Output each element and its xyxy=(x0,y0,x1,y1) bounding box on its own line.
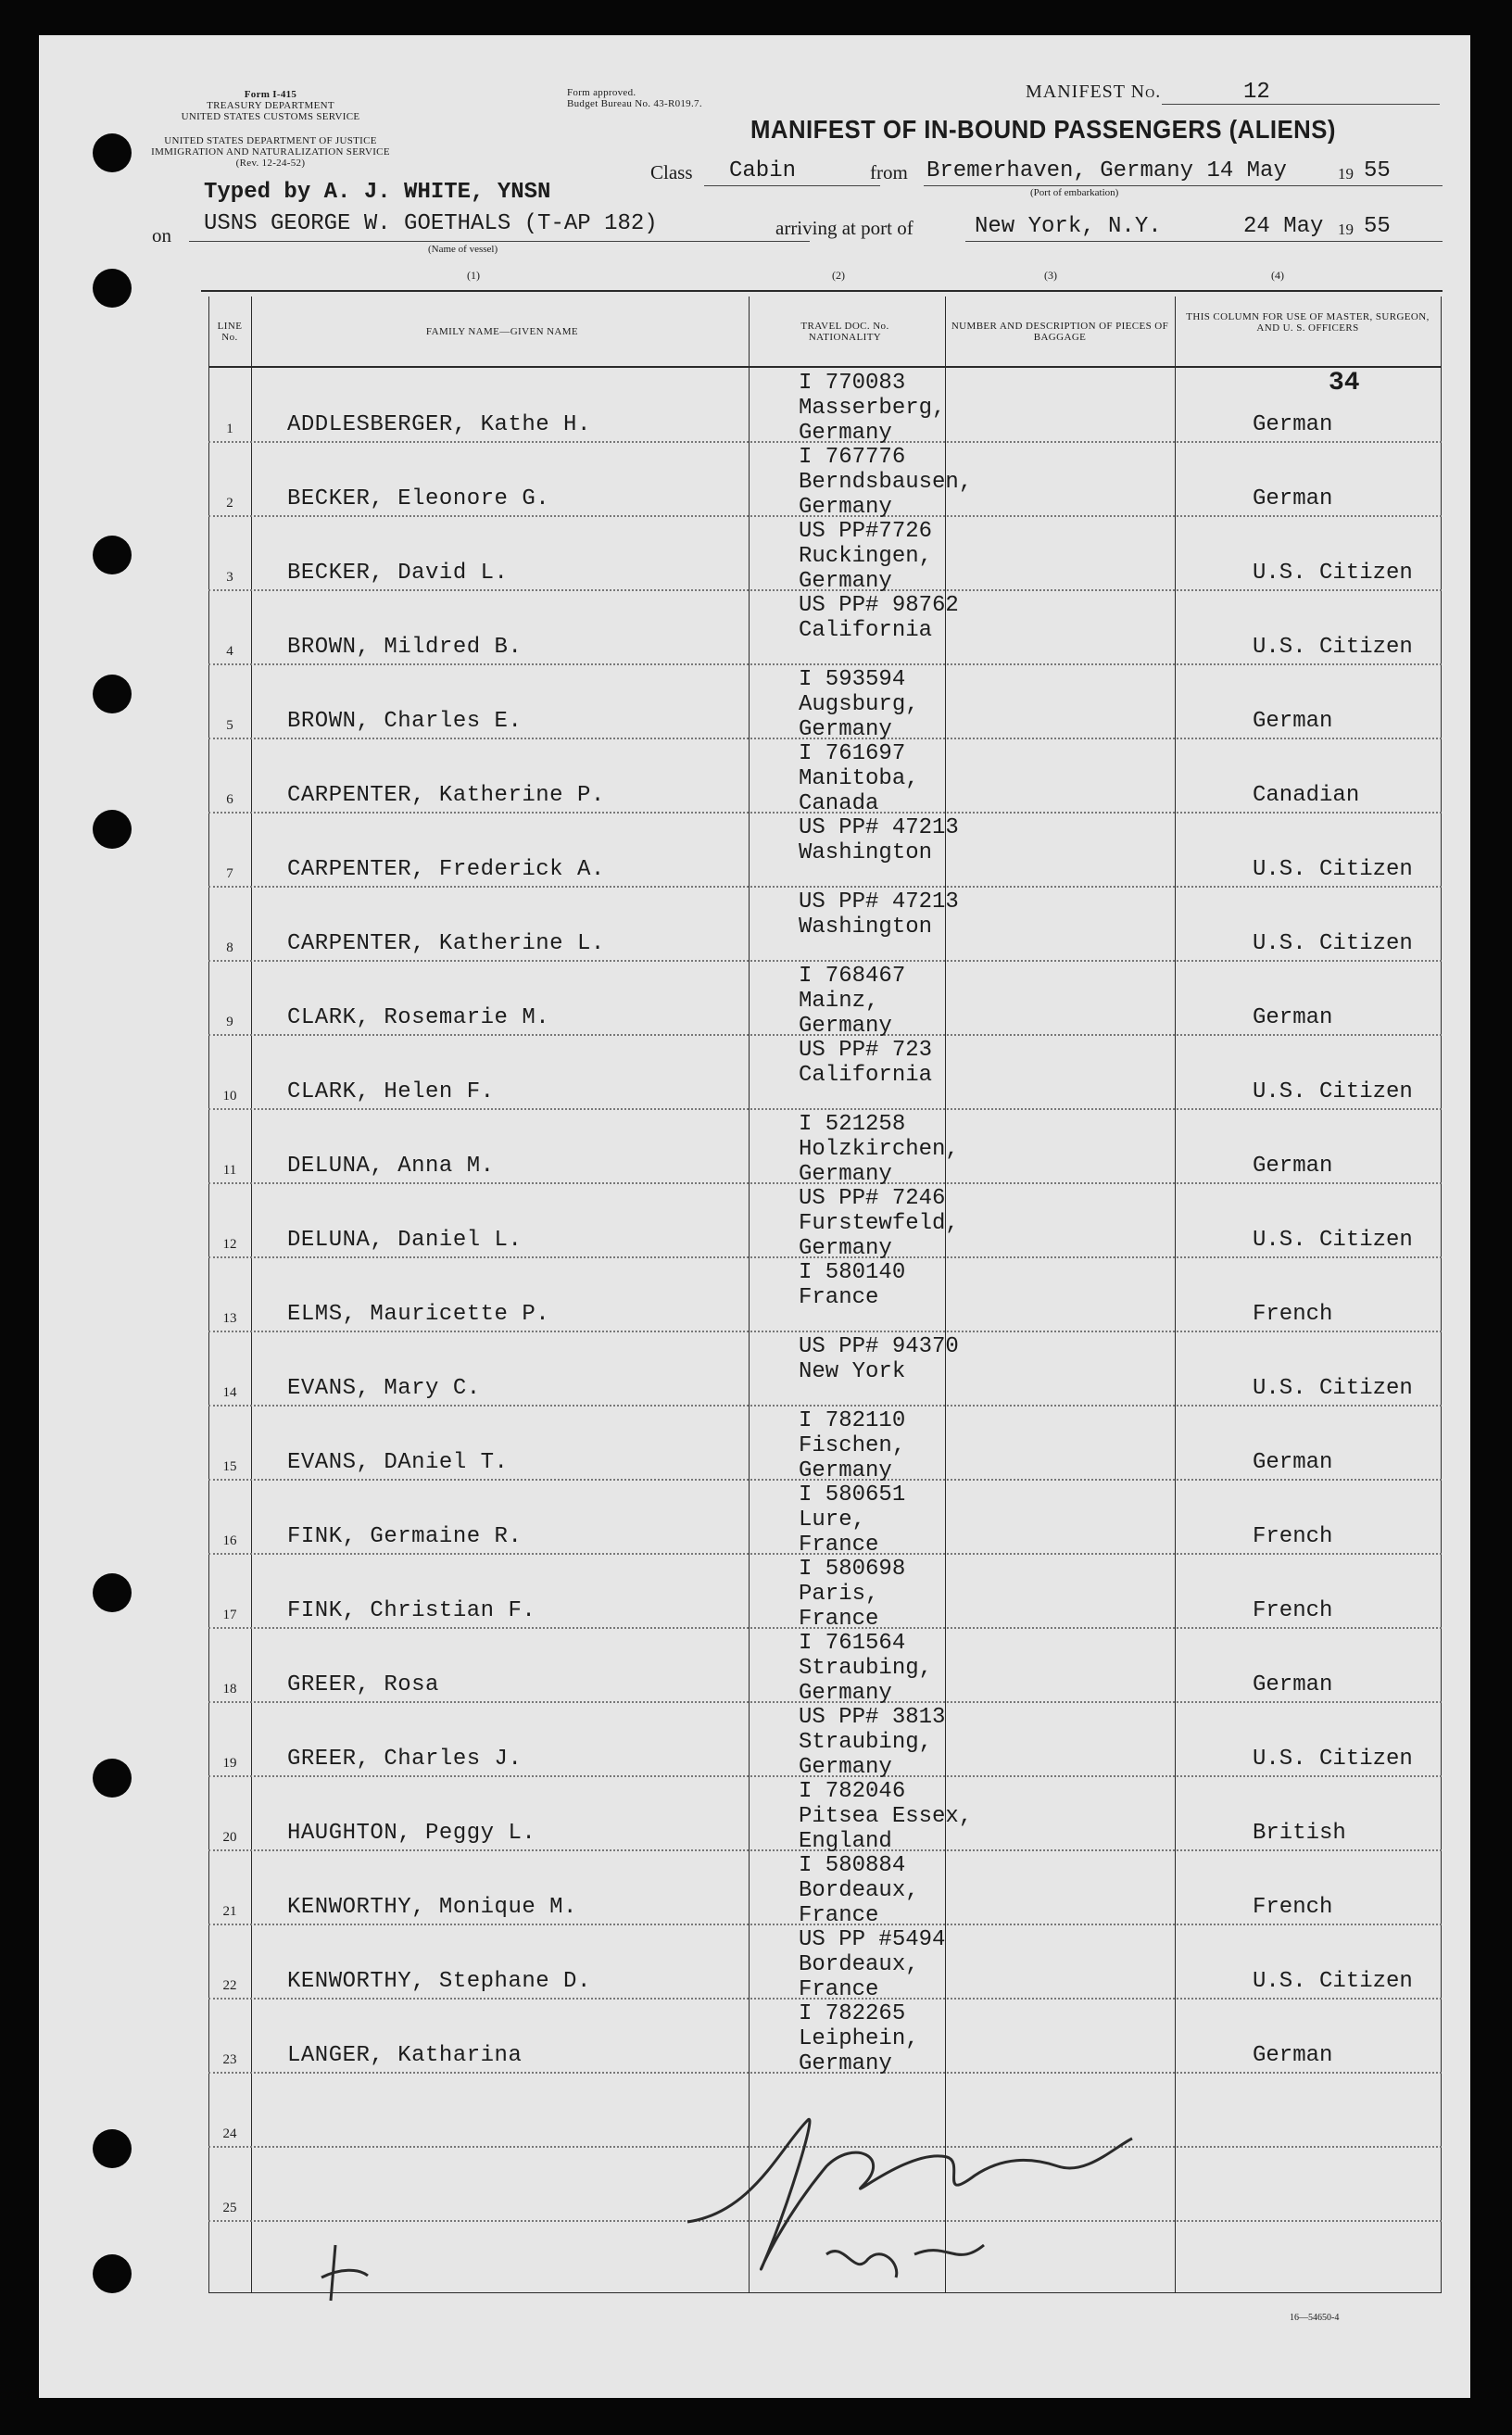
officer-nationality-note: U.S. Citizen xyxy=(1253,1969,1413,1994)
table-row xyxy=(208,1332,1442,1407)
line-number: 11 xyxy=(222,1163,237,1178)
form-approved: Form approved. xyxy=(567,87,636,98)
passenger-name: BECKER, Eleonore G. xyxy=(287,486,550,511)
from-year-prefix: 19 xyxy=(1338,165,1354,183)
officer-nationality-note: U.S. Citizen xyxy=(1253,1376,1413,1401)
travel-doc-nationality: I 580651 Lure, France xyxy=(799,1482,906,1558)
arrival-port: New York, N.Y. xyxy=(975,214,1162,239)
passenger-name: BROWN, Charles E. xyxy=(287,709,523,734)
table-row xyxy=(208,1777,1442,1854)
table-row xyxy=(208,814,1442,888)
header-officers: THIS COLUMN FOR USE OF MASTER, SURGEON, AND U. S. OFFICERS xyxy=(1186,311,1430,334)
vessel-underline xyxy=(189,241,810,242)
table-row xyxy=(208,369,1442,446)
officer-nationality-note: French xyxy=(1253,1895,1333,1920)
table-row xyxy=(208,443,1442,520)
punch-hole xyxy=(93,2254,132,2293)
line-number: 19 xyxy=(222,1756,237,1771)
punch-hole xyxy=(93,810,132,849)
manifest-number: 12 xyxy=(1243,80,1270,105)
passenger-name: CARPENTER, Katherine L. xyxy=(287,931,605,956)
table-row xyxy=(208,962,1442,1039)
officer-nationality-note: German xyxy=(1253,1154,1333,1179)
travel-doc-nationality: US PP# 723 California xyxy=(799,1038,933,1088)
officer-nationality-note: U.S. Citizen xyxy=(1253,1079,1413,1104)
line-number: 12 xyxy=(222,1237,237,1252)
travel-doc-nationality: US PP#7726 Ruckingen, Germany xyxy=(799,519,933,594)
travel-doc-nationality: US PP# 7246 Furstewfeld, Germany xyxy=(799,1186,959,1261)
arrival-date: 24 May xyxy=(1243,214,1324,239)
officer-nationality-note: U.S. Citizen xyxy=(1253,931,1413,956)
travel-doc-nationality: I 782110 Fischen, Germany xyxy=(799,1408,906,1483)
officer-nationality-note: German xyxy=(1253,486,1333,511)
line-number: 21 xyxy=(222,1904,237,1919)
table-row xyxy=(208,1481,1442,1558)
officer-nationality-note: French xyxy=(1253,1302,1333,1327)
table-row xyxy=(208,1407,1442,1481)
column-number-3: (3) xyxy=(1044,269,1057,282)
passenger-name: CARPENTER, Frederick A. xyxy=(287,857,605,882)
punch-hole xyxy=(93,269,132,308)
tally-mark xyxy=(317,2240,372,2305)
punch-hole xyxy=(93,1759,132,1798)
handwritten-signature xyxy=(669,2092,1151,2296)
revision: (Rev. 12-24-52) xyxy=(235,158,306,169)
travel-doc-nationality: I 768467 Mainz, Germany xyxy=(799,964,906,1039)
passenger-name: GREER, Charles J. xyxy=(287,1747,523,1772)
line-number: 3 xyxy=(226,570,233,585)
vessel-caption: (Name of vessel) xyxy=(428,244,498,255)
header-travel-doc: TRAVEL DOC. No. NATIONALITY xyxy=(800,321,889,343)
officer-nationality-note: German xyxy=(1253,412,1333,437)
line-number: 13 xyxy=(222,1311,237,1326)
officer-nationality-note: U.S. Citizen xyxy=(1253,1747,1413,1772)
officer-nationality-note: Canadian xyxy=(1253,783,1360,808)
table-row xyxy=(208,1629,1442,1706)
footer-code: 16—54650-4 xyxy=(1290,2313,1340,2323)
from-underline xyxy=(924,185,1443,186)
line-number: 4 xyxy=(226,644,233,659)
travel-doc-nationality: US PP# 98762 California xyxy=(799,593,959,643)
table-header-border xyxy=(208,366,1442,368)
treasury-dept: TREASURY DEPARTMENT xyxy=(207,100,334,111)
travel-doc-nationality: US PP# 47213 Washington xyxy=(799,815,959,865)
passenger-name: LANGER, Katharina xyxy=(287,2043,523,2068)
table-top-border xyxy=(201,290,1443,292)
punch-hole xyxy=(93,2129,132,2168)
manifest-number-label: MANIFEST No. xyxy=(1026,82,1162,102)
passenger-name: BROWN, Mildred B. xyxy=(287,635,523,660)
passenger-name: ADDLESBERGER, Kathe H. xyxy=(287,412,591,437)
on-label: on xyxy=(152,224,171,246)
line-number: 6 xyxy=(226,792,233,807)
line-number: 9 xyxy=(226,1015,233,1029)
table-row xyxy=(208,2000,1442,2074)
officer-nationality-note: U.S. Citizen xyxy=(1253,635,1413,660)
travel-doc-nationality: I 761564 Straubing, Germany xyxy=(799,1631,933,1706)
arriving-label: arriving at port of xyxy=(775,217,914,239)
line-number: 16 xyxy=(222,1533,237,1548)
officer-nationality-note: U.S. Citizen xyxy=(1253,857,1413,882)
line-number: 24 xyxy=(222,2126,237,2141)
travel-doc-nationality: I 580140 France xyxy=(799,1260,906,1310)
passenger-name: FINK, Christian F. xyxy=(287,1598,536,1623)
column-number-2: (2) xyxy=(832,269,845,282)
passenger-name: CARPENTER, Katherine P. xyxy=(287,783,605,808)
travel-doc-nationality: I 521258 Holzkirchen, Germany xyxy=(799,1112,959,1187)
travel-doc-nationality: US PP# 47213 Washington xyxy=(799,889,959,940)
punch-hole xyxy=(93,1573,132,1612)
travel-doc-nationality: I 782046 Pitsea Essex, England xyxy=(799,1779,973,1854)
table-row xyxy=(208,1925,1442,2000)
customs-service: UNITED STATES CUSTOMS SERVICE xyxy=(181,111,360,122)
from-label: from xyxy=(870,161,908,183)
punch-hole xyxy=(93,536,132,574)
line-number: 2 xyxy=(226,496,233,511)
line-number: 10 xyxy=(222,1089,237,1104)
travel-doc-nationality: I 767776 Berndsbausen, Germany xyxy=(799,445,973,520)
class-value: Cabin xyxy=(729,158,797,183)
manifest-title: MANIFEST OF IN-BOUND PASSENGERS (ALIENS) xyxy=(750,115,1336,144)
manifest-page xyxy=(39,35,1470,2398)
travel-doc-nationality: I 580884 Bordeaux, France xyxy=(799,1853,919,1928)
table-row xyxy=(208,1703,1442,1780)
ins-service: IMMIGRATION AND NATURALIZATION SERVICE xyxy=(151,146,390,158)
line-number: 7 xyxy=(226,866,233,881)
travel-doc-nationality: I 770083 Masserberg, Germany xyxy=(799,371,946,446)
form-number: Form I-415 xyxy=(244,89,297,100)
travel-doc-nationality: US PP# 94370 New York xyxy=(799,1334,959,1384)
table-row xyxy=(208,1036,1442,1110)
line-number: 20 xyxy=(222,1830,237,1845)
punch-hole xyxy=(93,675,132,713)
passenger-name: DELUNA, Daniel L. xyxy=(287,1228,523,1253)
officer-nationality-note: British xyxy=(1253,1821,1346,1846)
from-year: 55 xyxy=(1364,158,1391,183)
line-number: 23 xyxy=(222,2052,237,2067)
vessel-name: USNS GEORGE W. GOETHALS (T-AP 182) xyxy=(204,211,658,236)
header-line-no: LINE No. xyxy=(217,321,243,343)
passenger-name: CLARK, Rosemarie M. xyxy=(287,1005,550,1030)
line-number: 14 xyxy=(222,1385,237,1400)
officer-nationality-note: German xyxy=(1253,1672,1333,1697)
travel-doc-nationality: I 782265 Leiphein, Germany xyxy=(799,2001,919,2076)
passenger-name: HAUGHTON, Peggy L. xyxy=(287,1821,536,1846)
table-row xyxy=(208,888,1442,962)
header-name: FAMILY NAME—GIVEN NAME xyxy=(425,326,579,337)
line-number: 5 xyxy=(226,718,233,733)
officer-nationality-note: German xyxy=(1253,2043,1333,2068)
passenger-name: FINK, Germaine R. xyxy=(287,1524,523,1549)
arrival-year-prefix: 19 xyxy=(1338,221,1354,238)
form-department-block xyxy=(178,89,363,122)
class-underline xyxy=(704,185,880,186)
column-number-1: (1) xyxy=(467,269,480,282)
line-number: 8 xyxy=(226,940,233,955)
port-embarkation-caption: (Port of embarkation) xyxy=(1030,187,1119,198)
travel-doc-nationality: US PP# 3813 Straubing, Germany xyxy=(799,1705,946,1780)
column-number-4: (4) xyxy=(1271,269,1284,282)
class-label: Class xyxy=(650,161,693,183)
travel-doc-nationality: I 593594 Augsburg, Germany xyxy=(799,667,919,742)
passenger-name: KENWORTHY, Stephane D. xyxy=(287,1969,591,1994)
arrival-year: 55 xyxy=(1364,214,1391,239)
line-number: 15 xyxy=(222,1459,237,1474)
table-row xyxy=(208,1258,1442,1332)
manifest-number-underline xyxy=(1162,104,1440,105)
travel-doc-nationality: US PP #5494 Bordeaux, France xyxy=(799,1927,946,2002)
table-row xyxy=(208,1851,1442,1928)
approval-block xyxy=(567,87,752,109)
officer-nationality-note: U.S. Citizen xyxy=(1253,1228,1413,1253)
table-row xyxy=(208,1184,1442,1261)
header-baggage: NUMBER AND DESCRIPTION OF PIECES OF BAGGAGE xyxy=(951,321,1169,343)
typed-by: Typed by A. J. WHITE, YNSN xyxy=(204,180,551,205)
passenger-name: EVANS, DAniel T. xyxy=(287,1450,509,1475)
table-row xyxy=(208,1555,1442,1632)
officer-nationality-note: German xyxy=(1253,709,1333,734)
justice-dept: UNITED STATES DEPARTMENT OF JUSTICE xyxy=(164,135,377,146)
travel-doc-nationality: I 580698 Paris, France xyxy=(799,1557,906,1632)
passenger-name: BECKER, David L. xyxy=(287,561,509,586)
officer-nationality-note: German xyxy=(1253,1450,1333,1475)
line-number: 17 xyxy=(222,1608,237,1622)
officer-nationality-note: French xyxy=(1253,1598,1333,1623)
punch-hole xyxy=(93,133,132,172)
officer-nationality-note: German xyxy=(1253,1005,1333,1030)
table-row xyxy=(208,1110,1442,1187)
from-value: Bremerhaven, Germany 14 May xyxy=(926,158,1287,183)
passenger-name: GREER, Rosa xyxy=(287,1672,439,1697)
arrival-underline xyxy=(965,241,1443,242)
table-row xyxy=(208,739,1442,814)
line-number: 22 xyxy=(222,1978,237,1993)
officer-nationality-note: French xyxy=(1253,1524,1333,1549)
passenger-name: DELUNA, Anna M. xyxy=(287,1154,495,1179)
table-row xyxy=(208,665,1442,742)
justice-block xyxy=(150,135,391,169)
line-number: 18 xyxy=(222,1682,237,1697)
passenger-name: ELMS, Mauricette P. xyxy=(287,1302,550,1327)
table-row xyxy=(208,591,1442,665)
travel-doc-nationality: I 761697 Manitoba, Canada xyxy=(799,741,919,816)
line-number: 25 xyxy=(222,2201,237,2215)
passenger-name: CLARK, Helen F. xyxy=(287,1079,495,1104)
budget-bureau: Budget Bureau No. 43-R019.7. xyxy=(567,98,702,109)
officer-nationality-note: U.S. Citizen xyxy=(1253,561,1413,586)
table-row xyxy=(208,517,1442,594)
officer-count-note: 34 xyxy=(1329,369,1360,397)
passenger-name: EVANS, Mary C. xyxy=(287,1376,481,1401)
line-number: 1 xyxy=(226,422,233,436)
passenger-name: KENWORTHY, Monique M. xyxy=(287,1895,577,1920)
